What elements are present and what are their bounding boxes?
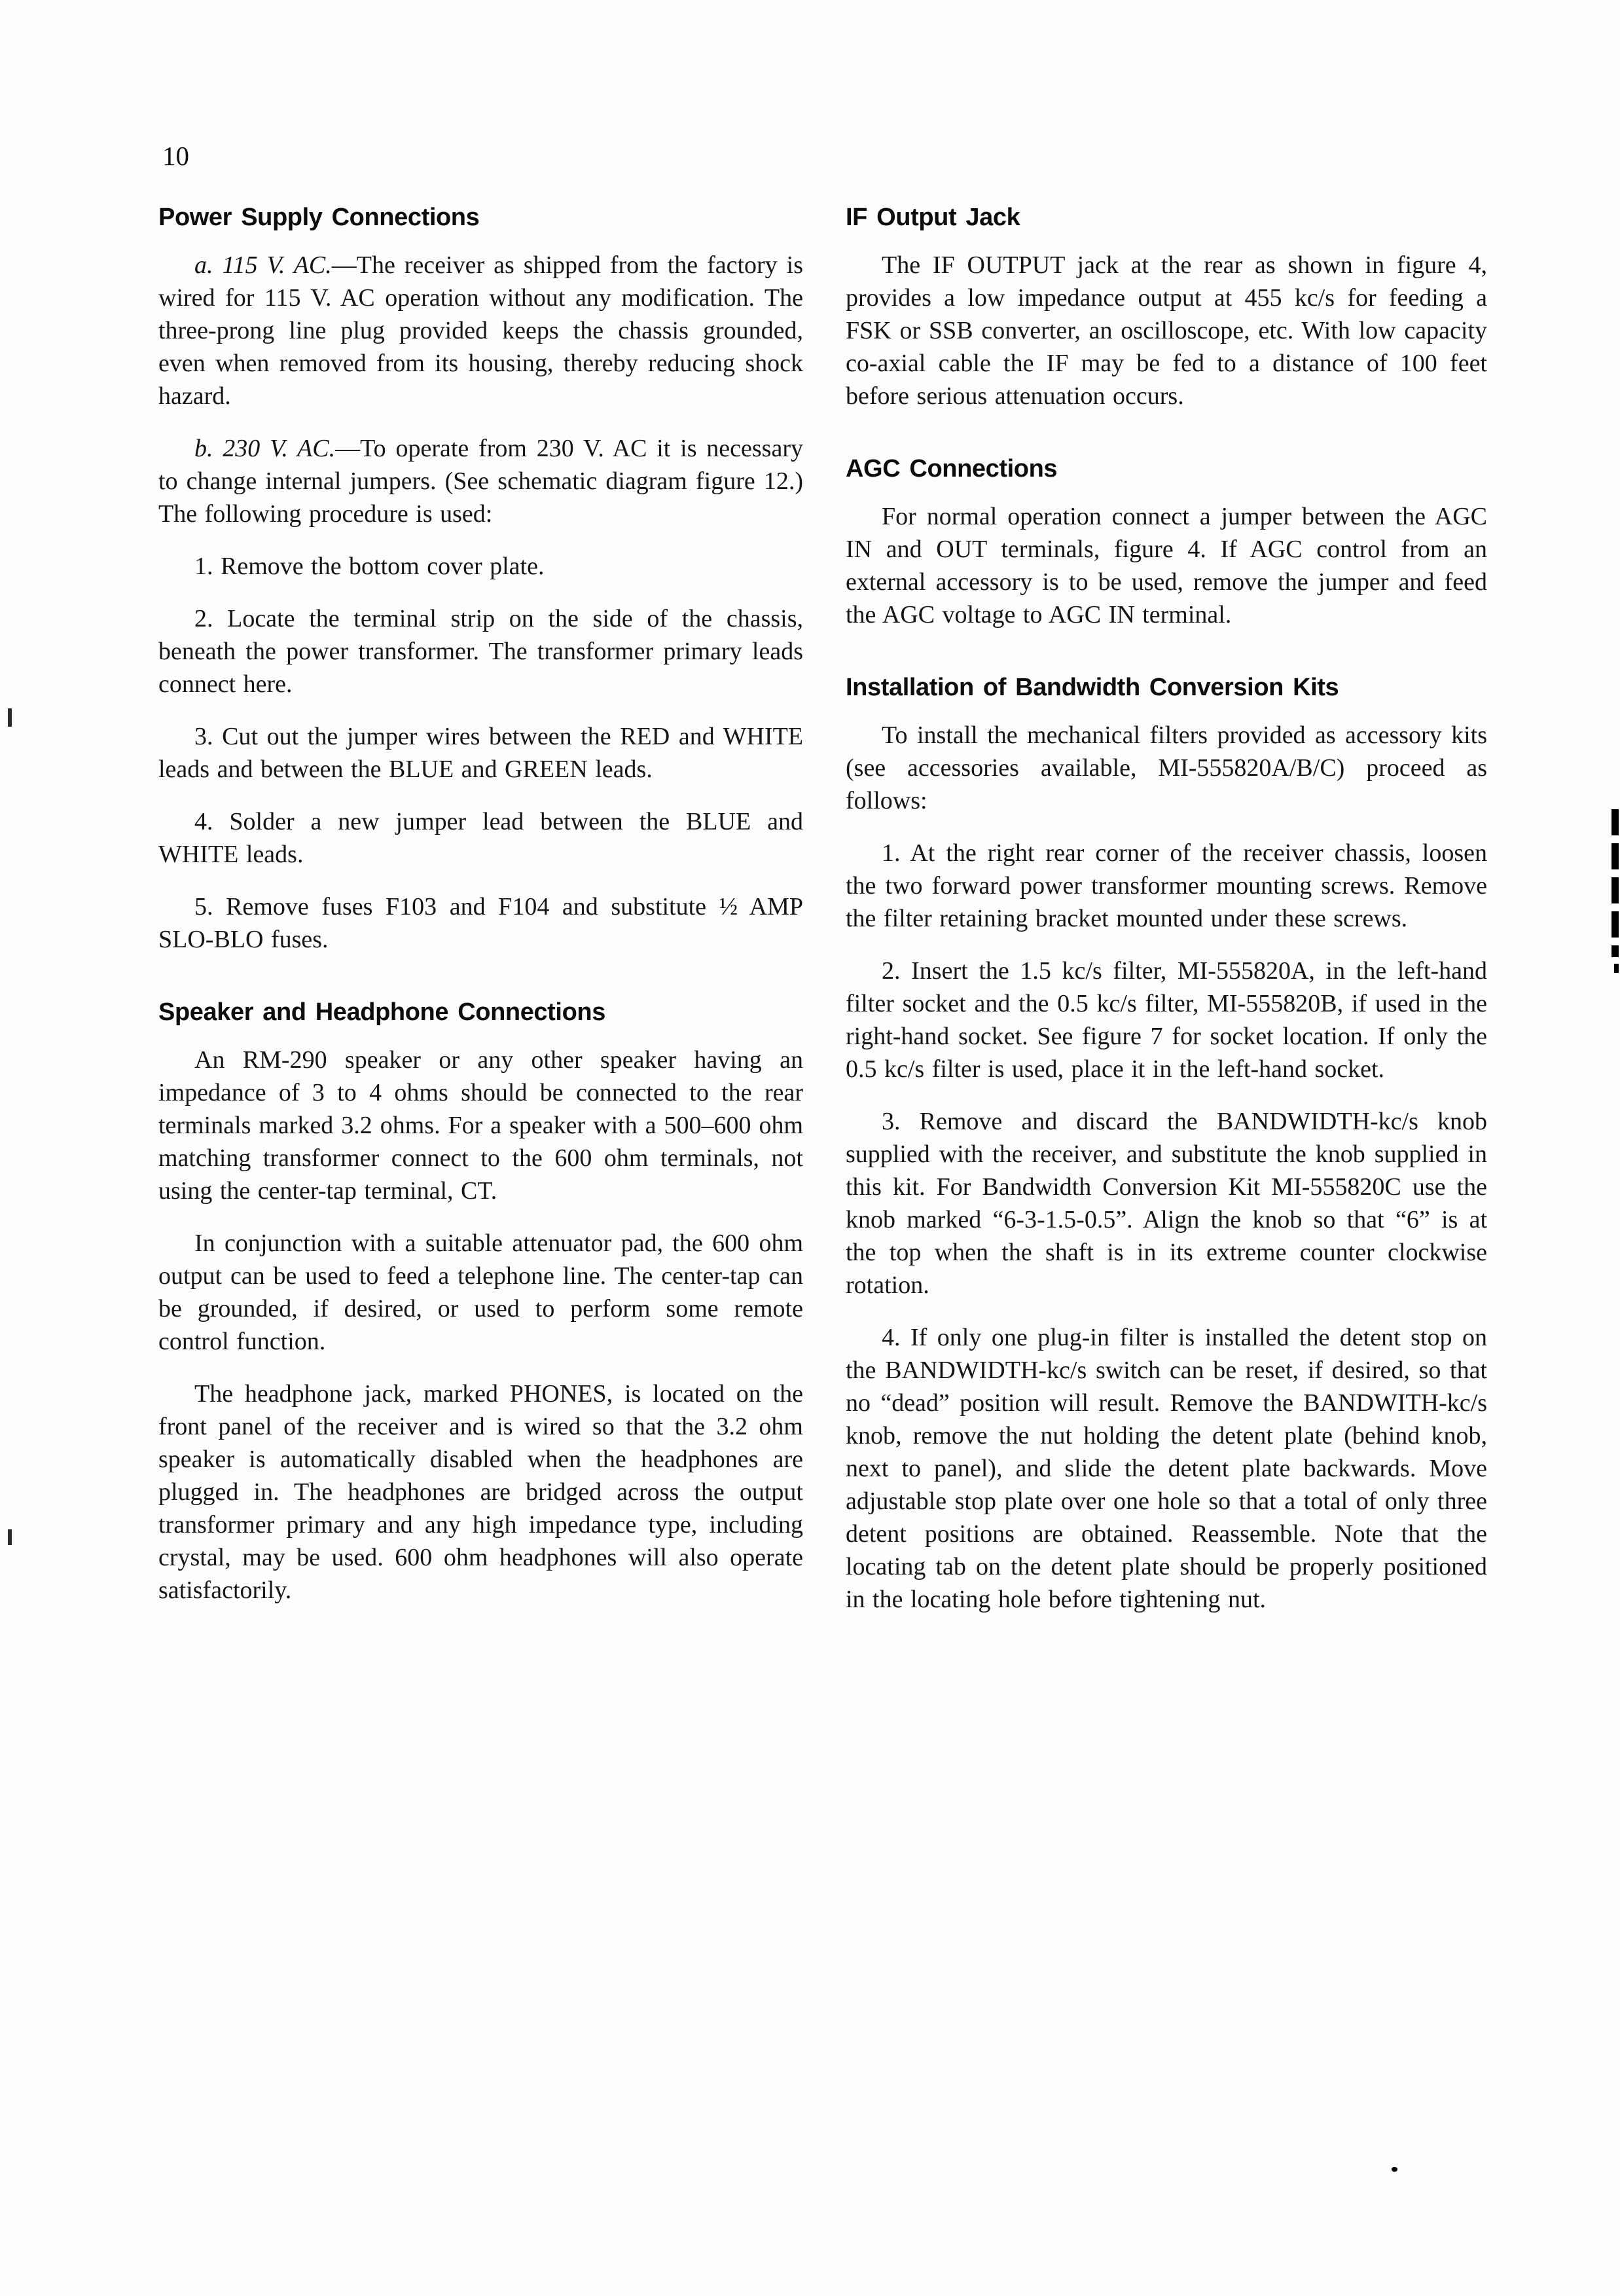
para-230v-ac bbox=[158, 432, 803, 530]
step-cut-jumpers: 3. Cut out the jumper wires between the RED and WHITE leads and between the BLUE and GREEN leads. bbox=[158, 723, 803, 783]
left-column bbox=[158, 202, 803, 1607]
step-replace-knob: 3. Remove and discard the BANDWIDTH-kc/s knob supplied with the receiver, and substitute the knob supplied in this kit. For Bandwidth Conversion Kit MI-555820C use the knob marked “6-3-1.5-0.5”. Align the knob so that “6” is at the top when the shaft is in its extreme counter clockwise rotation. bbox=[846, 1108, 1487, 1299]
heading-bandwidth-conversion-kits: Installation of Bandwidth Conversion Kits bbox=[846, 674, 1339, 701]
step-insert-filters: 2. Insert the 1.5 kc/s filter, MI-555820A, in the left-hand filter socket and the 0.5 kc/s filter, MI-555820B, if used in the right-hand socket. See figure 7 for socket location. If only the 0.5 kc/s filter is used, place it in the left-hand socket. bbox=[846, 957, 1487, 1083]
heading-power-supply-connections: Power Supply Connections bbox=[158, 204, 480, 231]
step-replace-fuses: 5. Remove fuses F103 and F104 and substitute ½ AMP SLO-BLO fuses. bbox=[158, 893, 803, 953]
scan-artifact-left-speck bbox=[8, 1529, 12, 1545]
step-loosen-screws: 1. At the right rear corner of the receiver chassis, loosen the two forward power transformer mounting screws. Remove the filter retaining bracket mounted under these screws. bbox=[846, 839, 1487, 932]
para-230v-lead: b. 230 V. AC. bbox=[194, 435, 336, 462]
para-bandwidth-intro: To install the mechanical filters provided as accessory kits (see accessories available, MI-555820A/B/C) proceed as follows: bbox=[846, 721, 1487, 814]
step-reset-detent-stop: 4. If only one plug-in filter is installed the detent stop on the BANDWIDTH-kc/s switch can be reset, if desired, so that no “dead” position will result. Remove the BANDWITH-kc/s knob, remove the nut holding the detent plate (behind knob, next to panel), and slide the detent plate backwards. Move adjustable stop plate over one hole so that a total of only three detent positions are obtained. Reassemble. Note that the locating tab on the detent plate should be properly positioned in the locating hole before tightening nut. bbox=[846, 1324, 1487, 1613]
step-remove-cover: 1. Remove the bottom cover plate. bbox=[194, 553, 545, 580]
para-speaker-impedance: An RM-290 speaker or any other speaker having an impedance of 3 to 4 ohms should be connected to the rear terminals marked 3.2 ohms. For a speaker with a 500–600 ohm matching transformer connect to the 600 ohm terminals, not using the center-tap terminal, CT. bbox=[158, 1046, 803, 1205]
para-attenuator-pad: In conjunction with a suitable attenuator pad, the 600 ohm output can be used to feed a telephone line. The center-tap can be grounded, if desired, or used to perform some remote control function. bbox=[158, 1230, 803, 1355]
para-115v-lead: a. 115 V. AC. bbox=[194, 251, 332, 279]
para-if-output: The IF OUTPUT jack at the rear as shown in figure 4, provides a low impedance output at 455 kc/s for feeding a FSK or SSB converter, an oscilloscope, etc. With low capacity co-axial cable the IF may be fed to a distance of 100 feet before serious attenuation occurs. bbox=[846, 251, 1487, 410]
para-115v-body: —The receiver as shipped from the factory is wired for 115 V. AC operation without any modification. The three-prong line plug provided keeps the chassis grounded, even when removed from its housing, thereby reducing shock hazard. bbox=[158, 251, 803, 410]
heading-agc-connections: AGC Connections bbox=[846, 455, 1058, 483]
para-230v-body: —To operate from 230 V. AC it is necessary to change internal jumpers. (See schematic diagram figure 12.) The following procedure is used: bbox=[158, 435, 803, 528]
para-headphone-jack: The headphone jack, marked PHONES, is located on the front panel of the receiver and is wired so that the 3.2 ohm speaker is automatically disabled when the headphones are plugged in. The headphones are bridged across the output transformer primary and any high impedance type, including crystal, may be used. 600 ohm headphones will also operate satisfactorily. bbox=[158, 1380, 803, 1604]
scan-artifact-left-speck bbox=[8, 708, 12, 727]
para-agc: For normal operation connect a jumper between the AGC IN and OUT terminals, figure 4. If AGC control from an external accessory is to be used, remove the jumper and feed the AGC voltage to AGC IN terminal. bbox=[846, 503, 1487, 629]
right-column bbox=[846, 202, 1487, 1616]
step-solder-jumper: 4. Solder a new jumper lead between the BLUE and WHITE leads. bbox=[158, 808, 803, 868]
heading-if-output-jack: IF Output Jack bbox=[846, 204, 1020, 231]
scan-artifact-right-edge-mark bbox=[1614, 964, 1619, 973]
page-number: 10 bbox=[162, 141, 189, 171]
para-115v-ac bbox=[158, 249, 803, 412]
scan-artifact-dot bbox=[1392, 2167, 1397, 2172]
scan-artifact-right-edge-strip bbox=[1611, 809, 1619, 957]
heading-speaker-headphone-connections: Speaker and Headphone Connections bbox=[158, 998, 605, 1026]
step-locate-terminal-strip: 2. Locate the terminal strip on the side of the chassis, beneath the power transformer. The transformer primary leads connect here. bbox=[158, 605, 803, 698]
